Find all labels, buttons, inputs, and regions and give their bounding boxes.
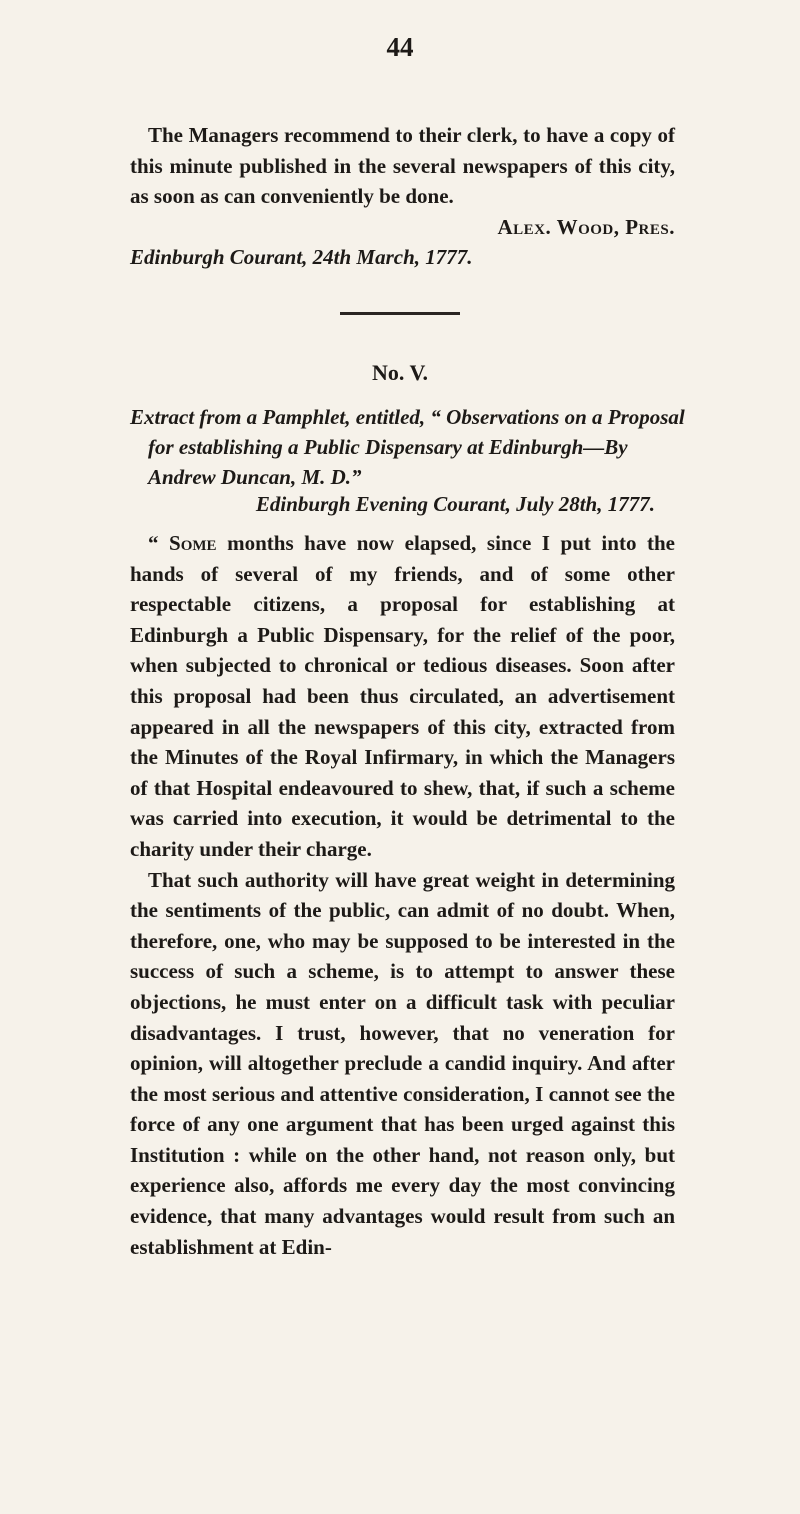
- section-divider: [340, 312, 460, 315]
- signature: Alex. Wood, Pres.: [497, 214, 675, 239]
- section-number: No. V.: [371, 360, 429, 385]
- minute-source: Edinburgh Courant, 24th March, 1777.: [130, 245, 473, 270]
- body-paragraph-2: That such authority will have great weight in determining the sentiments of the public, can admit of no doubt. When, therefore, one, who may be supposed to be interested in the success of such a scheme, is to attempt to answer these objections, he must enter on a difficult task with peculiar disadvantages. I trust, however, that no veneration for opinion, will altogether preclude a candid inquiry. And after the most serious and attentive consideration, I cannot see the force of any one argument that has been urged against this Institution : while on the other hand, not reason only, but experience also, affords me every day the most convincing evidence, that many advantages would result from such an establishment at Edin-: [130, 867, 675, 1259]
- page-number: 44: [386, 32, 414, 62]
- dateline: Edinburgh Evening Courant, July 28th, 1777.: [255, 492, 655, 516]
- opening-word: “ Some: [148, 531, 217, 555]
- minute-paragraph: The Managers recommend to their clerk, to have a copy of this minute published in the several newspapers of this city, as soon as can conveniently be done.: [130, 123, 675, 209]
- minute-block: [130, 120, 675, 273]
- paragraph-1-text: months have now elapsed, since I put into the hands of several of my friends, and of some other respectable citizens, a proposal for establishing at Edinburgh a Public Dispensary, for the relief of the poor, when subjected to chronical or tedious diseases. Soon after this proposal had been thus circulated, an advertisement appeared in all the newspapers of this city, extracted from the Minutes of the Royal Infirmary, in which the Managers of that Hospital endeavoured to shew, that, if such a scheme was carried into execution, it would be detrimental to the charity under their charge.: [130, 531, 675, 861]
- extract-body: [130, 528, 675, 1262]
- extract-title: Extract from a Pamphlet, entitled, “ Observations on a Proposal for establishing a Public Dispensary at Edinburgh—By Andrew Duncan, M. D.”: [130, 405, 685, 489]
- body-paragraph-1: [130, 528, 675, 865]
